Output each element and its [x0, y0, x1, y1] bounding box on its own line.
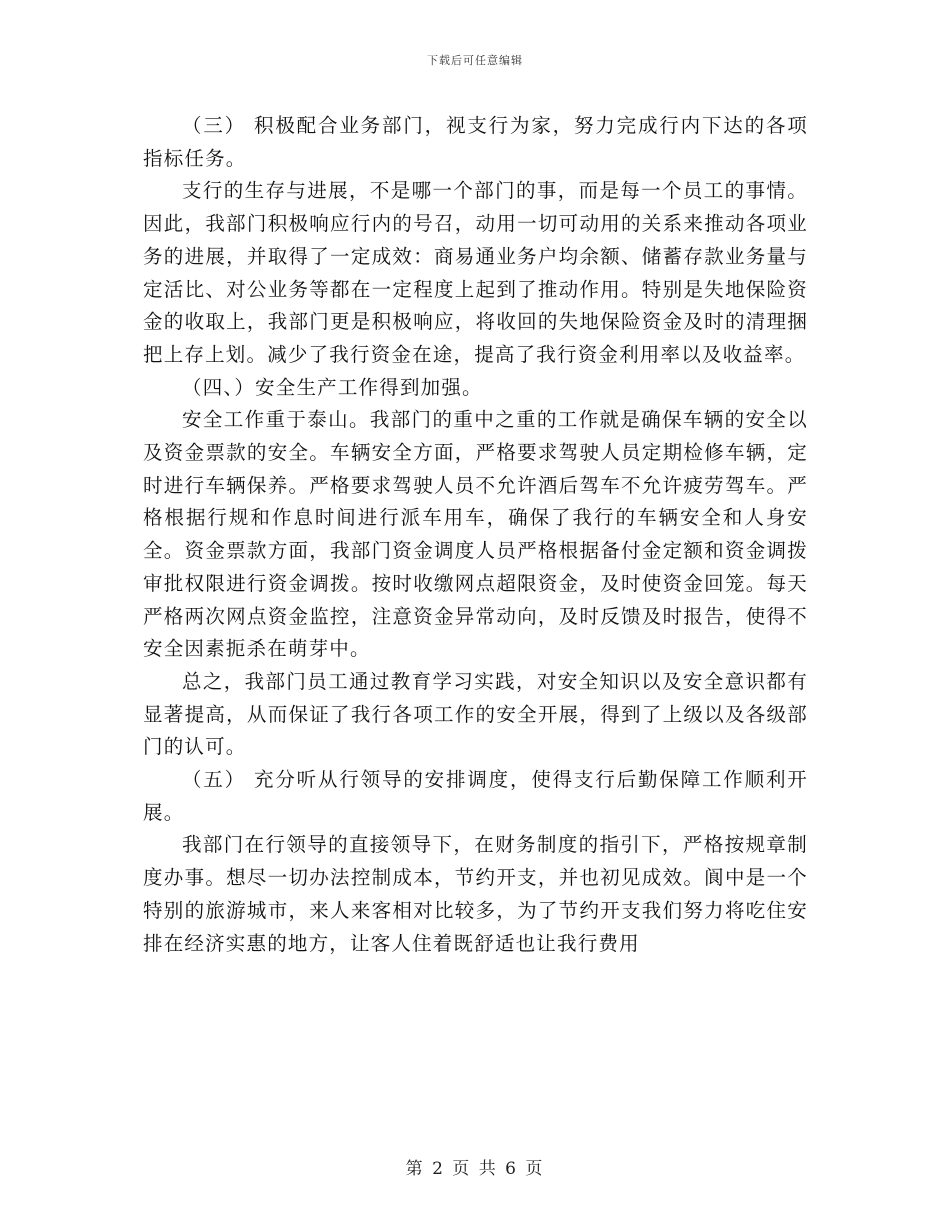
paragraph-section-3-heading: （三） 积极配合业务部门，视支行为家，努力完成行内下达的各项指标任务。 — [143, 114, 808, 170]
document-body — [143, 110, 808, 960]
page-header: 下载后可任意编辑 — [427, 54, 523, 67]
paragraph-cost-control: 我部门在行领导的直接领导下，在财务制度的指引下，严格按规章制度办事。想尽一切办法控制成本，节约开支，并也初见成效。阆中是一个特别的旅游城市，来人来客相对比较多，为了节约开支我们努力将吃住安排在经济实惠的地方，让客人住着既舒适也让我行费用 — [143, 833, 808, 955]
paragraph-section-4-heading: （四、）安全生产工作得到加强。 — [182, 375, 483, 399]
paragraph-business-progress: 支行的生存与进展，不是哪一个部门的事，而是每一个员工的事情。因此，我部门积极响应行内的号召，动用一切可动用的关系来推动各项业务的进展，并取得了一定成效：商易通业务户均余额、储蓄存款业务量与定活比、对公业务等都在一定程度上起到了推动作用。特别是失地保险资金的收取上，我部门更是积极响应，将收回的失地保险资金及时的清理捆把上存上划。减少了我行资金在途，提高了我行资金利用率以及收益率。 — [143, 179, 808, 366]
paragraph-summary: 总之，我部门员工通过教育学习实践，对安全知识以及安全意识都有显著提高，从而保证了我行各项工作的安全开展，得到了上级以及各级部门的认可。 — [143, 669, 808, 759]
paragraph-section-5-heading: （五） 充分听从行领导的安排调度，使得支行后勤保障工作顺利开展。 — [143, 768, 808, 824]
paragraph-safety-work: 安全工作重于泰山。我部门的重中之重的工作就是确保车辆的安全以及资金票款的安全。车辆安全方面，严格要求驾驶人员定期检修车辆，定时进行车辆保养。严格要求驾驶人员不允许酒后驾车不允许疲劳驾车。严格根据行规和作息时间进行派车用车，确保了我行的车辆安全和人身安全。资金票款方面，我部门资金调度人员严格根据备付金定额和资金调拨审批权限进行资金调拨。按时收缴网点超限资金，及时使资金回笼。每天严格两次网点资金监控，注意资金异常动向，及时反馈及时报告，使得不安全因素扼杀在萌芽中。 — [143, 408, 808, 661]
page-number-footer: 第 2 页 共 6 页 — [405, 1159, 545, 1179]
